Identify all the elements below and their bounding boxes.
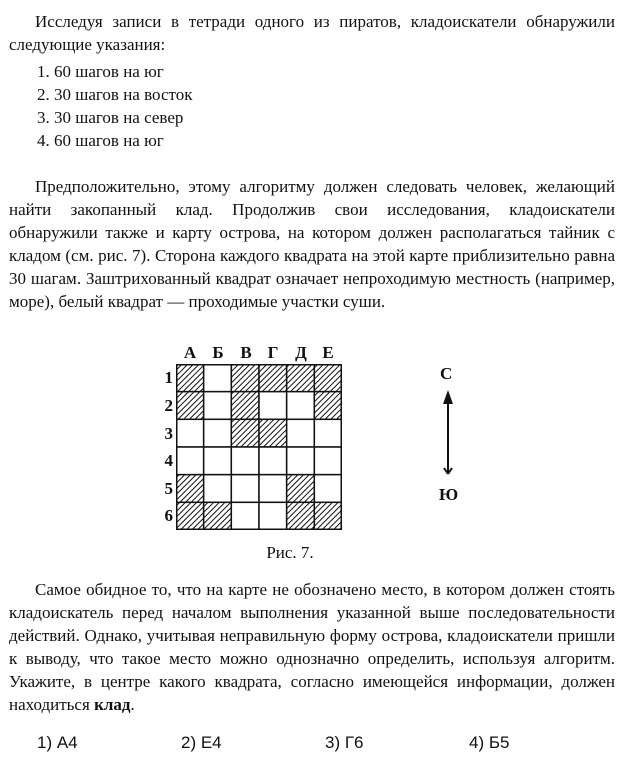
map-cell-land <box>259 392 287 420</box>
map-cell-hatched <box>287 475 315 503</box>
row-label: 1 <box>164 368 173 387</box>
map-cell-land <box>231 447 259 475</box>
row-label: 5 <box>164 479 173 498</box>
map-cell-hatched <box>231 419 259 447</box>
answer-option-1[interactable]: 1) А4 <box>37 733 78 752</box>
column-label: Д <box>295 343 307 362</box>
instruction-step: 1. 60 шагов на юг <box>37 62 164 81</box>
map-cell-hatched <box>314 364 342 392</box>
instruction-list <box>37 60 192 152</box>
map-cell-hatched <box>314 392 342 420</box>
map-cell-hatched <box>259 364 287 392</box>
map-cell-land <box>314 475 342 503</box>
column-label: В <box>240 343 252 362</box>
map-cell-land <box>231 502 259 530</box>
map-cell-hatched <box>176 475 204 503</box>
map-cell-land <box>204 392 232 420</box>
map-description-paragraph: Предположительно, этому алгоритму должен следовать человек, желающий найти закопанный клад. Продолжив свои исследования, кладоискатели обнаружили также и карту острова, на котором должен располагаться тайник с кладом (см. рис. 7). Сторона каждого квадрата на этой карте приблизительно равна 30 шагам. Заштрихованный квадрат означает непроходимую местность (например, море), белый квадрат — проходимые участки суши. <box>9 177 615 311</box>
map-cell-land <box>231 475 259 503</box>
question-end: . <box>130 695 135 714</box>
row-label: 2 <box>164 396 173 415</box>
map-cell-hatched <box>259 419 287 447</box>
intro-paragraph: Исследуя записи в тетради одного из пиратов, кладоискатели обнаружили следующие указания: <box>9 12 615 54</box>
map-cell-hatched <box>176 502 204 530</box>
island-map-grid <box>176 364 342 530</box>
row-label: 4 <box>164 451 173 470</box>
map-cell-hatched <box>176 364 204 392</box>
map-cell-land <box>204 364 232 392</box>
north-arrow-icon <box>438 388 458 480</box>
map-cell-land <box>204 475 232 503</box>
instruction-step: 3. 30 шагов на север <box>37 108 184 127</box>
compass-north-label: С <box>440 364 453 383</box>
figure-caption: Рис. 7. <box>266 543 314 562</box>
map-cell-land <box>204 419 232 447</box>
question-bold-word: клад <box>94 695 131 714</box>
map-cell-land <box>259 475 287 503</box>
compass-south-label: Ю <box>439 485 459 504</box>
map-cell-land <box>314 419 342 447</box>
question-paragraph <box>9 578 615 716</box>
answer-option-4[interactable]: 4) Б5 <box>469 733 510 752</box>
map-cell-hatched <box>204 502 232 530</box>
map-cell-land <box>176 447 204 475</box>
column-label: Г <box>267 343 279 362</box>
column-label: А <box>183 343 197 362</box>
map-cell-land <box>259 447 287 475</box>
map-cell-land <box>287 392 315 420</box>
question-text: Самое обидное то, что на карте не обозначено место, в котором должен стоять кладоискатель перед началом выполнения указанной выше последовательности действий. Однако, учитывая неправильную форму острова, кладоискатели пришли к выводу, что такое место можно однозначно определить, используя алгоритм. Укажите, в центре какого квадрата, согласно имеющейся информации, должен находиться <box>9 580 615 714</box>
map-cell-land <box>314 447 342 475</box>
map-cell-land <box>287 419 315 447</box>
map-cell-land <box>287 447 315 475</box>
map-cell-hatched <box>231 364 259 392</box>
map-cell-hatched <box>231 392 259 420</box>
map-cell-land <box>259 502 287 530</box>
map-cell-hatched <box>314 502 342 530</box>
column-label: Е <box>322 343 334 362</box>
answer-option-3[interactable]: 3) Г6 <box>325 733 364 752</box>
row-label: 3 <box>164 424 173 443</box>
map-cell-hatched <box>287 364 315 392</box>
instruction-step: 4. 60 шагов на юг <box>37 131 164 150</box>
answer-option-2[interactable]: 2) Е4 <box>181 733 222 752</box>
map-cell-land <box>204 447 232 475</box>
map-cell-hatched <box>287 502 315 530</box>
map-cell-hatched <box>176 392 204 420</box>
row-label: 6 <box>164 506 173 525</box>
column-label: Б <box>212 343 224 362</box>
instruction-step: 2. 30 шагов на восток <box>37 85 193 104</box>
map-cell-land <box>176 419 204 447</box>
